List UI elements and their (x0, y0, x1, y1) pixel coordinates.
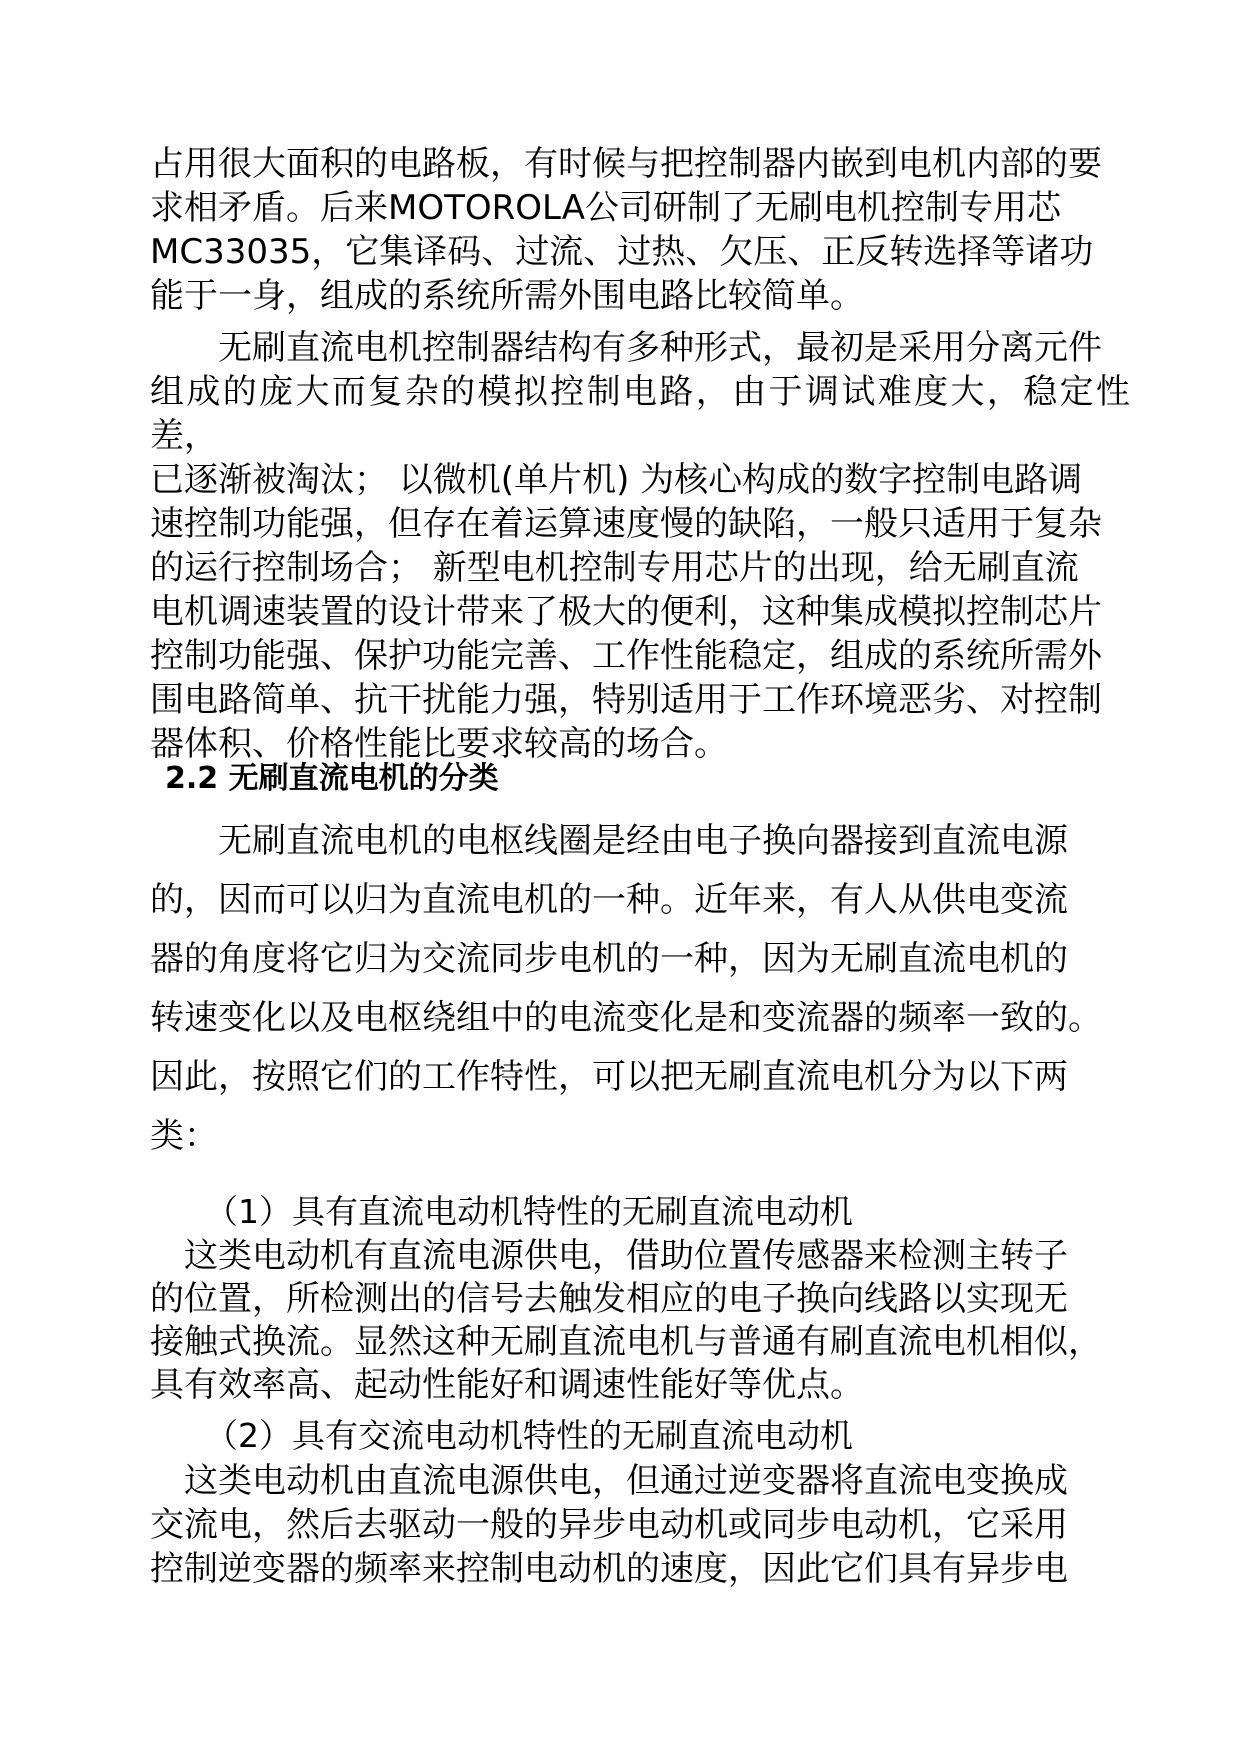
paragraph-intro-continuation: 占用很大面积的电路板，有时候与把控制器内嵌到电机内部的要 求相矛盾。后来MOTOROLA公司研制了无刷电机控制专用芯 MC33035，它集译码、过流、过热、欠压、正反转选择等诸功 能于一身，组成的系统所需外围电路比较简单。 (150, 144, 1102, 316)
list-item-ac-characteristic: （2）具有交流电动机特性的无刷直流电动机 (205, 1416, 853, 1455)
section-heading: 2.2 无刷直流电机的分类 (165, 761, 499, 796)
paragraph-classification-intro: 无刷直流电机的电枢线圈是经由电子换向器接到直流电源 的，因而可以归为直流电机的一种。近年来，有人从供电变流 器的角度将它归为交流同步电机的一种，因为无刷直流电机的 转速变化以及电枢绕组中的电流变化是和变流器的频率一致的。 因此，按照它们的工作特性，可以把无刷直流电机分为以下两 类： (150, 821, 1102, 1156)
paragraph-controller-structure: 无刷直流电机控制器结构有多种形式，最初是采用分离元件 组成的庞大而复杂的模拟控制电路，由于调试难度大，稳定性差， 已逐渐被淘汰； 以微机(单片机) 为核心构成的数字控制电路调 速控制功能强，但存在着运算速度慢的缺陷，一般只适用于复杂 的运行控制场合； 新型电机控制专用芯片的出现，给无刷直流 电机调速装置的设计带来了极大的便利，这种集成模拟控制芯片 控制功能强、保护功能完善、工作性能稳定，组成的系统所需外 围电路简单、抗干扰能力强，特别适用于工作环境恶劣、对控制 器体积、价格性能比要求较高的场合。 (150, 328, 1130, 764)
paragraph-dc-characteristic-description: 这类电动机有直流电源供电，借助位置传感器来检测主转子 的位置，所检测出的信号去触发相应的电子换向线路以实现无 接触式换流。显然这种无刷直流电机与普通有刷直流电机相似， 具有效率高、起动性能好和调速性能好等优点。 (150, 1236, 1102, 1405)
paragraph-ac-characteristic-description: 这类电动机由直流电源供电，但通过逆变器将直流电变换成 交流电，然后去驱动一般的异步电动机或同步电动机，它采用 控制逆变器的频率来控制电动机的速度，因此它们具有异步电 (150, 1461, 1068, 1589)
list-item-dc-characteristic: （1）具有直流电动机特性的无刷直流电动机 (205, 1192, 853, 1231)
